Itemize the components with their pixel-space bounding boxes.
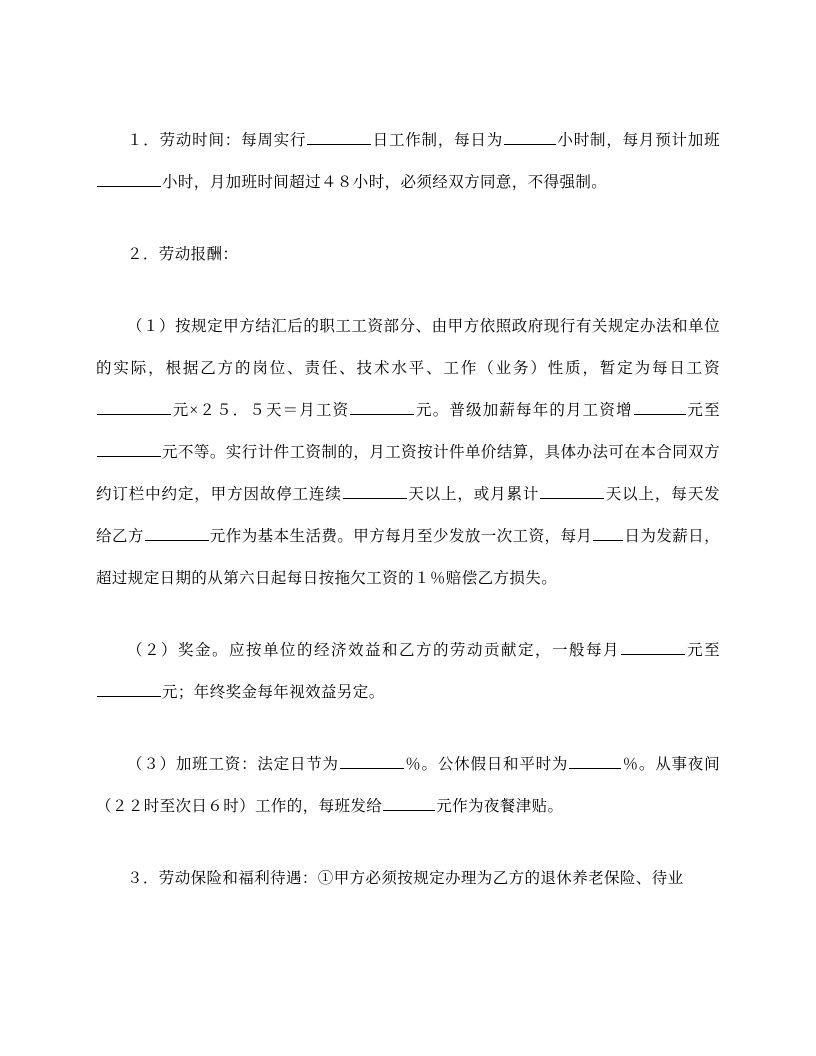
fill-in-blank[interactable] — [569, 751, 621, 769]
fill-in-blank[interactable] — [97, 169, 161, 187]
paragraph-work-hours — [96, 120, 720, 204]
fill-in-blank[interactable] — [634, 397, 686, 415]
fill-in-blank[interactable] — [504, 127, 556, 145]
fill-in-blank[interactable] — [540, 481, 604, 499]
fill-in-blank[interactable] — [145, 523, 209, 541]
fill-in-blank[interactable] — [350, 397, 414, 415]
paragraph-text: 日工作制，每日为 — [372, 132, 504, 149]
fill-in-blank[interactable] — [340, 751, 404, 769]
fill-in-blank[interactable] — [383, 793, 435, 811]
paragraph-clause-2-bonus — [96, 630, 720, 714]
paragraph-text: 元至 — [686, 402, 720, 419]
paragraph-labor-remuneration-title — [96, 234, 720, 276]
fill-in-blank[interactable] — [97, 439, 161, 457]
paragraph-text: 天以上，或月累计 — [407, 486, 540, 503]
paragraph-text: 日为发薪日，超过规定日期的从第六日起每日按拖欠工资的１％赔偿乙方损失。 — [96, 528, 721, 587]
fill-in-blank[interactable] — [97, 397, 171, 415]
paragraph-text: 元；年终奖金每年视效益另定。 — [162, 684, 385, 701]
paragraph-text: 元作为基本生活费。甲方每月至少发放一次工资，每月 — [209, 528, 593, 545]
document-body — [96, 120, 720, 900]
paragraph-text: 元至 — [685, 642, 720, 659]
paragraph-text: 小时，月加班时间超过４８小时，必须经双方同意，不得强制。 — [162, 174, 608, 191]
paragraph-text: １．劳动时间：每周实行 — [127, 132, 307, 149]
paragraph-clause-3-overtime — [96, 744, 720, 828]
fill-in-blank[interactable] — [97, 679, 161, 697]
paragraph-text: （１）按规定甲方结汇后的职工工资部分、由甲方依照政府现行有关规定办法和单位的实际，根据乙方的岗位、责任、技术水平、工作（业务）性质，暂定为每日工资 — [96, 318, 720, 377]
paragraph-text: ％。从事夜间（２２时至次日６时）工作的，每班发给 — [96, 756, 720, 815]
paragraph-text: 天以上，每天发给乙方 — [96, 486, 720, 545]
paragraph-text: 小时制，每月预计加班 — [557, 132, 720, 149]
paragraph-text: 元作为夜餐津贴。 — [436, 798, 564, 815]
paragraph-text: （２）奖金。应按单位的经济效益和乙方的劳动贡献定，一般每月 — [127, 642, 620, 659]
paragraph-text: ３．劳动保险和福利待遇：①甲方必须按规定办理为乙方的退休养老保险、待业 — [127, 870, 684, 887]
paragraph-clause-1-wages — [96, 306, 720, 600]
fill-in-blank[interactable] — [343, 481, 407, 499]
fill-in-blank[interactable] — [593, 523, 623, 541]
fill-in-blank[interactable] — [621, 637, 685, 655]
paragraph-text: （３）加班工资：法定日节为 — [127, 756, 339, 773]
paragraph-text: 元不等。实行计件工资制的，月工资按计件单价结算，具体办法可在本合同双方约订栏中约定，甲方因故停工连续 — [96, 444, 720, 503]
paragraph-text: ％。公休假日和平时为 — [404, 756, 569, 773]
paragraph-text: 元。普级加薪每年的月工资增 — [415, 402, 633, 419]
paragraph-text: 元×２５．５天＝月工资 — [172, 402, 350, 419]
paragraph-text: ２．劳动报酬： — [127, 246, 239, 263]
fill-in-blank[interactable] — [307, 127, 371, 145]
paragraph-clause-insurance — [96, 858, 720, 900]
